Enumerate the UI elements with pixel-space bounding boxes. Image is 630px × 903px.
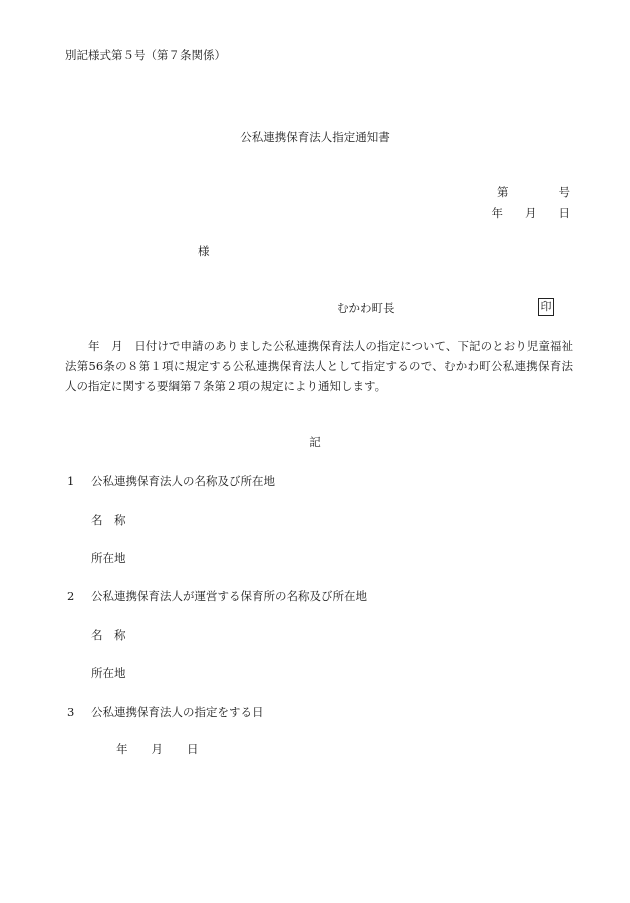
document-number: [497, 184, 570, 200]
item-number: 2: [67, 589, 75, 603]
doc-number-prefix: 第: [497, 185, 509, 199]
ki-heading: 記: [309, 435, 321, 449]
item-number: 3: [67, 705, 75, 719]
issue-date: [492, 205, 571, 221]
item-heading: 公私連携保育法人が運営する保育所の名称及び所在地: [91, 589, 367, 603]
field-name-label: 名 称: [91, 513, 126, 527]
field-name-label: 名 称: [91, 628, 126, 642]
designation-date-day: 日: [187, 742, 199, 756]
designation-date-year: 年: [116, 742, 128, 756]
form-number: 別記様式第５号（第７条関係）: [65, 48, 226, 62]
item-number: 1: [67, 474, 75, 488]
designation-date-month: 月: [151, 742, 163, 756]
designation-date: [116, 741, 199, 757]
issue-date-year: 年: [491, 206, 503, 220]
item-heading: 公私連携保育法人の指定をする日: [91, 705, 264, 719]
doc-number-suffix: 号: [558, 185, 570, 199]
document-title: 公私連携保育法人指定通知書: [240, 130, 390, 144]
seal-mark: 印: [538, 298, 554, 316]
item-heading: 公私連携保育法人の名称及び所在地: [91, 474, 275, 488]
issue-date-day: 日: [558, 206, 570, 220]
field-address-label: 所在地: [91, 666, 126, 680]
field-address-label: 所在地: [91, 551, 126, 565]
addressee-suffix: 様: [198, 244, 210, 258]
body-paragraph: 年 月 日付けで申請のありました公私連携保育法人の指定について、下記のとおり児童福祉法第56条の８第１項に規定する公私連携保育法人として指定するので、むかわ町公私連携保育法人の指定に関する要綱第７条第２項の規定により通知します。: [65, 339, 573, 393]
issue-date-month: 月: [525, 206, 537, 220]
issuer-name: むかわ町長: [337, 301, 395, 315]
